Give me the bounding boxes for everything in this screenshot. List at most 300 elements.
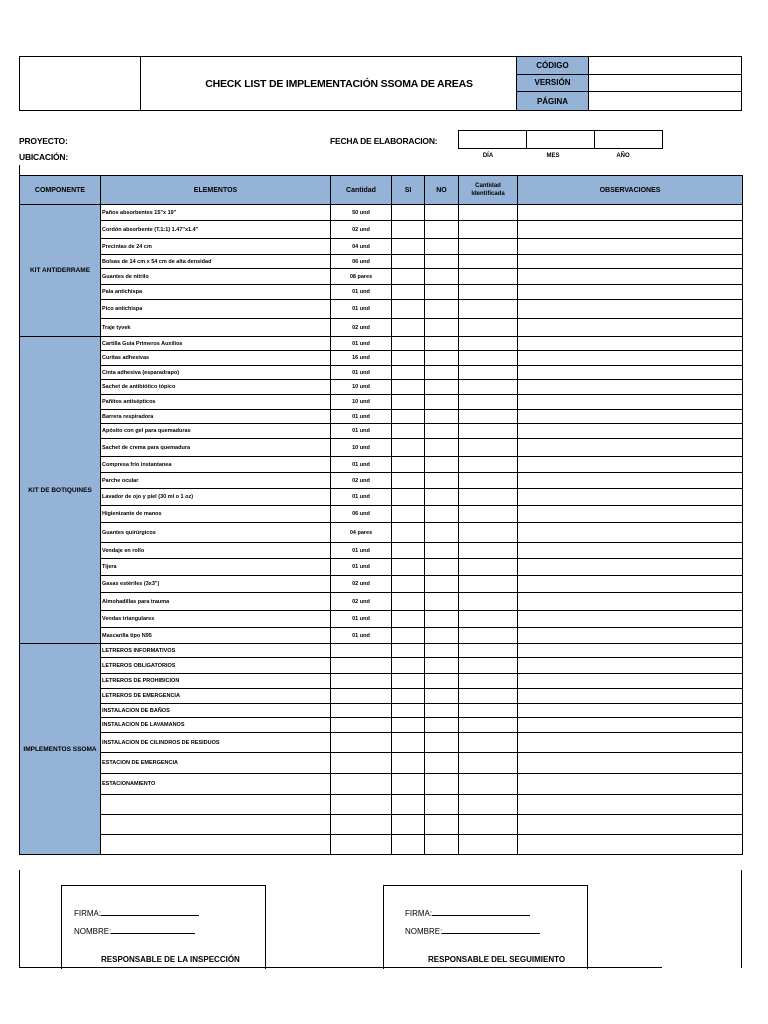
table-row <box>20 718 743 733</box>
table-row <box>20 774 743 795</box>
identified-qty-cell[interactable] <box>459 395 518 410</box>
identified-qty-cell[interactable] <box>459 489 518 506</box>
observations-cell[interactable] <box>518 704 743 718</box>
observations-cell[interactable] <box>518 753 743 774</box>
element-cell: Tijera <box>101 559 331 576</box>
no-cell[interactable] <box>425 473 459 489</box>
table-row <box>20 559 743 576</box>
no-cell[interactable] <box>425 795 459 815</box>
no-cell[interactable] <box>425 593 459 611</box>
firma-left <box>74 907 199 918</box>
quantity-cell <box>331 704 392 718</box>
no-cell[interactable] <box>425 285 459 300</box>
si-cell[interactable] <box>392 410 425 424</box>
observations-cell[interactable] <box>518 644 743 658</box>
table-row <box>20 410 743 424</box>
observations-cell[interactable] <box>518 733 743 753</box>
quantity-cell: 01 und <box>331 611 392 628</box>
element-cell: Mascarilla tipo N95 <box>101 628 331 644</box>
nombre-left-field[interactable] <box>111 925 195 934</box>
date-year-field[interactable] <box>595 131 662 148</box>
observations-cell[interactable] <box>518 395 743 410</box>
no-cell[interactable] <box>425 366 459 380</box>
table-row <box>20 205 743 221</box>
ubicacion-label: UBICACIÓN: <box>19 152 68 162</box>
date-box <box>458 130 663 149</box>
quantity-cell: 16 und <box>331 351 392 366</box>
identified-qty-cell[interactable] <box>459 380 518 395</box>
table-row <box>20 506 743 523</box>
no-cell[interactable] <box>425 658 459 674</box>
si-cell[interactable] <box>392 380 425 395</box>
table-row <box>20 489 743 506</box>
nombre-right <box>405 925 540 936</box>
observations-cell[interactable] <box>518 285 743 300</box>
element-cell: LETREROS DE PROHIBICION <box>101 674 331 689</box>
date-month-label: MES <box>546 153 560 159</box>
si-cell[interactable] <box>392 795 425 815</box>
element-cell: Vendas triangulares <box>101 611 331 628</box>
si-cell[interactable] <box>392 559 425 576</box>
si-cell[interactable] <box>392 815 425 835</box>
quantity-cell: 01 und <box>331 337 392 351</box>
quantity-cell: 02 und <box>331 576 392 593</box>
element-cell: Pañitos antisépticos <box>101 395 331 410</box>
observations-cell[interactable] <box>518 576 743 593</box>
no-cell[interactable] <box>425 489 459 506</box>
observations-cell[interactable] <box>518 611 743 628</box>
element-cell: Traje tyvek <box>101 319 331 337</box>
observations-cell[interactable] <box>518 835 743 855</box>
observations-cell[interactable] <box>518 351 743 366</box>
no-cell[interactable] <box>425 576 459 593</box>
element-cell: Parche ocular <box>101 473 331 489</box>
si-cell[interactable] <box>392 457 425 473</box>
quantity-cell: 04 und <box>331 239 392 255</box>
observations-cell[interactable] <box>518 689 743 704</box>
no-cell[interactable] <box>425 718 459 733</box>
logo-cell <box>20 57 141 110</box>
element-cell: Pala antichispa <box>101 285 331 300</box>
table-row <box>20 269 743 285</box>
si-cell[interactable] <box>392 593 425 611</box>
no-cell[interactable] <box>425 395 459 410</box>
si-cell[interactable] <box>392 753 425 774</box>
identified-qty-cell[interactable] <box>459 543 518 559</box>
si-cell[interactable] <box>392 205 425 221</box>
quantity-cell: 08 pares <box>331 269 392 285</box>
observations-cell[interactable] <box>518 774 743 795</box>
no-cell[interactable] <box>425 269 459 285</box>
observations-cell[interactable] <box>518 559 743 576</box>
identified-qty-cell[interactable] <box>459 269 518 285</box>
firma-left-label: FIRMA: <box>74 909 102 918</box>
observations-cell[interactable] <box>518 674 743 689</box>
no-cell[interactable] <box>425 506 459 523</box>
observations-cell[interactable] <box>518 718 743 733</box>
identified-qty-cell[interactable] <box>459 473 518 489</box>
si-cell[interactable] <box>392 704 425 718</box>
si-cell[interactable] <box>392 221 425 239</box>
identified-qty-cell[interactable] <box>459 506 518 523</box>
observations-cell[interactable] <box>518 439 743 457</box>
table-row <box>20 380 743 395</box>
no-cell[interactable] <box>425 644 459 658</box>
identified-qty-cell[interactable] <box>459 523 518 543</box>
table-row <box>20 351 743 366</box>
element-cell: Sachet de crema para quemadura <box>101 439 331 457</box>
element-cell: INSTALACION DE BAÑOS <box>101 704 331 718</box>
observations-cell[interactable] <box>518 489 743 506</box>
si-cell[interactable] <box>392 543 425 559</box>
col-componente: COMPONENTE <box>20 176 101 205</box>
quantity-cell: 06 und <box>331 506 392 523</box>
meta-value-version[interactable] <box>589 75 742 92</box>
no-cell[interactable] <box>425 774 459 795</box>
identified-qty-cell[interactable] <box>459 255 518 269</box>
element-cell: Sachet de antibiótico tópico <box>101 380 331 395</box>
no-cell[interactable] <box>425 523 459 543</box>
element-cell <box>101 815 331 835</box>
table-row <box>20 815 743 835</box>
quantity-cell: 02 und <box>331 221 392 239</box>
si-cell[interactable] <box>392 733 425 753</box>
quantity-cell <box>331 753 392 774</box>
quantity-cell: 02 und <box>331 593 392 611</box>
quantity-cell: 01 und <box>331 300 392 319</box>
caption-inspeccion: RESPONSABLE DE LA INSPECCIÓN <box>101 955 240 964</box>
element-cell: Higienizante de manos <box>101 506 331 523</box>
element-cell: Vendaje en rollo <box>101 543 331 559</box>
element-cell: Cordón absorbente (T.1:1) 1.47"x1.4" <box>101 221 331 239</box>
no-cell[interactable] <box>425 380 459 395</box>
si-cell[interactable] <box>392 424 425 439</box>
element-cell: ESTACION DE EMERGENCIA <box>101 753 331 774</box>
observations-cell[interactable] <box>518 658 743 674</box>
observations-cell[interactable] <box>518 205 743 221</box>
no-cell[interactable] <box>425 410 459 424</box>
no-cell[interactable] <box>425 337 459 351</box>
si-cell[interactable] <box>392 395 425 410</box>
element-cell: LETREROS INFORMATIVOS <box>101 644 331 658</box>
identified-qty-cell[interactable] <box>459 439 518 457</box>
quantity-cell <box>331 674 392 689</box>
col-cantidad-identificada: Cantidad Identificada <box>459 176 518 205</box>
firma-left-field[interactable] <box>101 907 199 916</box>
si-cell[interactable] <box>392 506 425 523</box>
quantity-cell: 01 und <box>331 285 392 300</box>
si-cell[interactable] <box>392 337 425 351</box>
identified-qty-cell[interactable] <box>459 366 518 380</box>
si-cell[interactable] <box>392 674 425 689</box>
si-cell[interactable] <box>392 351 425 366</box>
quantity-cell <box>331 718 392 733</box>
table-row <box>20 704 743 718</box>
identified-qty-cell[interactable] <box>459 835 518 855</box>
quantity-cell: 01 und <box>331 424 392 439</box>
si-cell[interactable] <box>392 285 425 300</box>
no-cell[interactable] <box>425 319 459 337</box>
observations-cell[interactable] <box>518 593 743 611</box>
identified-qty-cell[interactable] <box>459 593 518 611</box>
nombre-right-field[interactable] <box>442 925 540 934</box>
observations-cell[interactable] <box>518 543 743 559</box>
quantity-cell <box>331 658 392 674</box>
observations-cell[interactable] <box>518 815 743 835</box>
col-no: NO <box>425 176 459 205</box>
observations-cell[interactable] <box>518 319 743 337</box>
date-day-field[interactable] <box>459 131 527 148</box>
si-cell[interactable] <box>392 576 425 593</box>
observations-cell[interactable] <box>518 366 743 380</box>
observations-cell[interactable] <box>518 380 743 395</box>
element-cell: LETREROS DE EMERGENCIA <box>101 689 331 704</box>
element-cell: Almohadillas para trauma <box>101 593 331 611</box>
table-row <box>20 457 743 473</box>
element-cell: Gasas estériles (3x3") <box>101 576 331 593</box>
no-cell[interactable] <box>425 611 459 628</box>
quantity-cell <box>331 774 392 795</box>
identified-qty-cell[interactable] <box>459 319 518 337</box>
firma-right-label: FIRMA: <box>405 909 433 918</box>
identified-qty-cell[interactable] <box>459 795 518 815</box>
identified-qty-cell[interactable] <box>459 337 518 351</box>
meta-label-version: VERSIÓN <box>517 75 589 92</box>
observations-cell[interactable] <box>518 337 743 351</box>
no-cell[interactable] <box>425 704 459 718</box>
identified-qty-cell[interactable] <box>459 658 518 674</box>
si-cell[interactable] <box>392 689 425 704</box>
identified-qty-cell[interactable] <box>459 576 518 593</box>
si-cell[interactable] <box>392 473 425 489</box>
identified-qty-cell[interactable] <box>459 815 518 835</box>
identified-qty-cell[interactable] <box>459 774 518 795</box>
no-cell[interactable] <box>425 689 459 704</box>
observations-cell[interactable] <box>518 255 743 269</box>
quantity-cell: 01 und <box>331 543 392 559</box>
identified-qty-cell[interactable] <box>459 300 518 319</box>
table-row <box>20 300 743 319</box>
observations-cell[interactable] <box>518 523 743 543</box>
si-cell[interactable] <box>392 489 425 506</box>
observations-cell[interactable] <box>518 506 743 523</box>
si-cell[interactable] <box>392 269 425 285</box>
quantity-cell: 10 und <box>331 439 392 457</box>
identified-qty-cell[interactable] <box>459 285 518 300</box>
table-row <box>20 543 743 559</box>
identified-qty-cell[interactable] <box>459 704 518 718</box>
no-cell[interactable] <box>425 424 459 439</box>
element-cell: LETREROS OBLIGATORIOS <box>101 658 331 674</box>
si-cell[interactable] <box>392 439 425 457</box>
date-year-label: AÑO <box>616 153 630 159</box>
observations-cell[interactable] <box>518 473 743 489</box>
firma-right-field[interactable] <box>432 907 530 916</box>
no-cell[interactable] <box>425 300 459 319</box>
quantity-cell <box>331 644 392 658</box>
quantity-cell: 01 und <box>331 628 392 644</box>
si-cell[interactable] <box>392 774 425 795</box>
table-row <box>20 239 743 255</box>
identified-qty-cell[interactable] <box>459 559 518 576</box>
quantity-cell: 06 und <box>331 255 392 269</box>
no-cell[interactable] <box>425 733 459 753</box>
table-row <box>20 473 743 489</box>
table-row <box>20 285 743 300</box>
si-cell[interactable] <box>392 319 425 337</box>
element-cell: Precintas de 24 cm <box>101 239 331 255</box>
si-cell[interactable] <box>392 658 425 674</box>
no-cell[interactable] <box>425 205 459 221</box>
identified-qty-cell[interactable] <box>459 753 518 774</box>
no-cell[interactable] <box>425 239 459 255</box>
no-cell[interactable] <box>425 457 459 473</box>
si-cell[interactable] <box>392 239 425 255</box>
no-cell[interactable] <box>425 628 459 644</box>
nombre-left-label: NOMBRE: <box>74 927 112 936</box>
identified-qty-cell[interactable] <box>459 410 518 424</box>
no-cell[interactable] <box>425 559 459 576</box>
quantity-cell: 50 und <box>331 205 392 221</box>
identified-qty-cell[interactable] <box>459 221 518 239</box>
element-cell <box>101 835 331 855</box>
identified-qty-cell[interactable] <box>459 718 518 733</box>
left-border-tick <box>19 165 20 175</box>
element-cell: Pico antichispa <box>101 300 331 319</box>
si-cell[interactable] <box>392 835 425 855</box>
table-row <box>20 611 743 628</box>
no-cell[interactable] <box>425 543 459 559</box>
element-cell: Apósito con gel para quemaduras <box>101 424 331 439</box>
si-cell[interactable] <box>392 611 425 628</box>
observations-cell[interactable] <box>518 410 743 424</box>
table-row <box>20 593 743 611</box>
meta-value-codigo[interactable] <box>589 57 742 74</box>
table-row <box>20 658 743 674</box>
caption-seguimiento: RESPONSABLE DEL SEGUIMIENTO <box>428 955 566 964</box>
identified-qty-cell[interactable] <box>459 644 518 658</box>
element-cell <box>101 795 331 815</box>
identified-qty-cell[interactable] <box>459 205 518 221</box>
observations-cell[interactable] <box>518 628 743 644</box>
table-row <box>20 366 743 380</box>
element-cell: Bolsas de 14 cm x 54 cm de alta densidad <box>101 255 331 269</box>
quantity-cell <box>331 795 392 815</box>
table-row <box>20 255 743 269</box>
si-cell[interactable] <box>392 366 425 380</box>
observations-cell[interactable] <box>518 457 743 473</box>
nombre-right-label: NOMBRE: <box>405 927 443 936</box>
col-elementos: ELEMENTOS <box>101 176 331 205</box>
col-observaciones: OBSERVACIONES <box>518 176 743 205</box>
quantity-cell: 01 und <box>331 410 392 424</box>
col-si: SI <box>392 176 425 205</box>
table-header-row <box>20 176 743 205</box>
document-meta <box>516 57 742 110</box>
identified-qty-cell[interactable] <box>459 674 518 689</box>
document-title: CHECK LIST DE IMPLEMENTACIÓN SSOMA DE AREAS <box>205 77 473 90</box>
element-cell: Curitas adhesivas <box>101 351 331 366</box>
element-cell: Guantes quirúrgicos <box>101 523 331 543</box>
fecha-label: FECHA DE ELABORACION: <box>330 136 438 146</box>
identified-qty-cell[interactable] <box>459 457 518 473</box>
quantity-cell: 04 pares <box>331 523 392 543</box>
si-cell[interactable] <box>392 300 425 319</box>
no-cell[interactable] <box>425 835 459 855</box>
no-cell[interactable] <box>425 255 459 269</box>
component-cell: KIT DE BOTIQUINES <box>20 337 101 644</box>
identified-qty-cell[interactable] <box>459 689 518 704</box>
si-cell[interactable] <box>392 718 425 733</box>
element-cell: Cartilla Guía Primeros Auxilios <box>101 337 331 351</box>
checklist-table <box>19 175 743 855</box>
quantity-cell <box>331 815 392 835</box>
element-cell: Paños absorbentes 15"x 19" <box>101 205 331 221</box>
no-cell[interactable] <box>425 753 459 774</box>
table-row <box>20 733 743 753</box>
date-month-field[interactable] <box>527 131 595 148</box>
table-row <box>20 439 743 457</box>
element-cell: ESTACIONAMIENTO <box>101 774 331 795</box>
si-cell[interactable] <box>392 644 425 658</box>
meta-value-pagina[interactable] <box>589 92 742 110</box>
identified-qty-cell[interactable] <box>459 611 518 628</box>
quantity-cell <box>331 733 392 753</box>
observations-cell[interactable] <box>518 424 743 439</box>
table-row <box>20 576 743 593</box>
identified-qty-cell[interactable] <box>459 424 518 439</box>
no-cell[interactable] <box>425 221 459 239</box>
quantity-cell: 02 und <box>331 473 392 489</box>
element-cell: INSTALACION DE LAVAMANOS <box>101 718 331 733</box>
observations-cell[interactable] <box>518 795 743 815</box>
observations-cell[interactable] <box>518 300 743 319</box>
no-cell[interactable] <box>425 674 459 689</box>
element-cell: Guantes de nitrilo <box>101 269 331 285</box>
identified-qty-cell[interactable] <box>459 733 518 753</box>
table-row <box>20 795 743 815</box>
quantity-cell: 10 und <box>331 395 392 410</box>
observations-cell[interactable] <box>518 239 743 255</box>
si-cell[interactable] <box>392 523 425 543</box>
identified-qty-cell[interactable] <box>459 628 518 644</box>
quantity-cell: 01 und <box>331 457 392 473</box>
quantity-cell: 01 und <box>331 559 392 576</box>
table-row <box>20 319 743 337</box>
table-row <box>20 395 743 410</box>
nombre-left <box>74 925 195 936</box>
firma-right <box>405 907 530 918</box>
no-cell[interactable] <box>425 439 459 457</box>
quantity-cell: 02 und <box>331 319 392 337</box>
meta-label-pagina: PÁGINA <box>517 92 589 110</box>
identified-qty-cell[interactable] <box>459 351 518 366</box>
element-cell: INSTALACION DE CILINDROS DE RESIDUOS <box>101 733 331 753</box>
identified-qty-cell[interactable] <box>459 239 518 255</box>
no-cell[interactable] <box>425 815 459 835</box>
table-row <box>20 424 743 439</box>
si-cell[interactable] <box>392 255 425 269</box>
table-row <box>20 337 743 351</box>
si-cell[interactable] <box>392 628 425 644</box>
element-cell: Barrera respiradora <box>101 410 331 424</box>
proyecto-label: PROYECTO: <box>19 136 68 146</box>
observations-cell[interactable] <box>518 221 743 239</box>
meta-label-codigo: CÓDIGO <box>517 57 589 74</box>
no-cell[interactable] <box>425 351 459 366</box>
component-cell: KIT ANTIDERRAME <box>20 205 101 337</box>
observations-cell[interactable] <box>518 269 743 285</box>
